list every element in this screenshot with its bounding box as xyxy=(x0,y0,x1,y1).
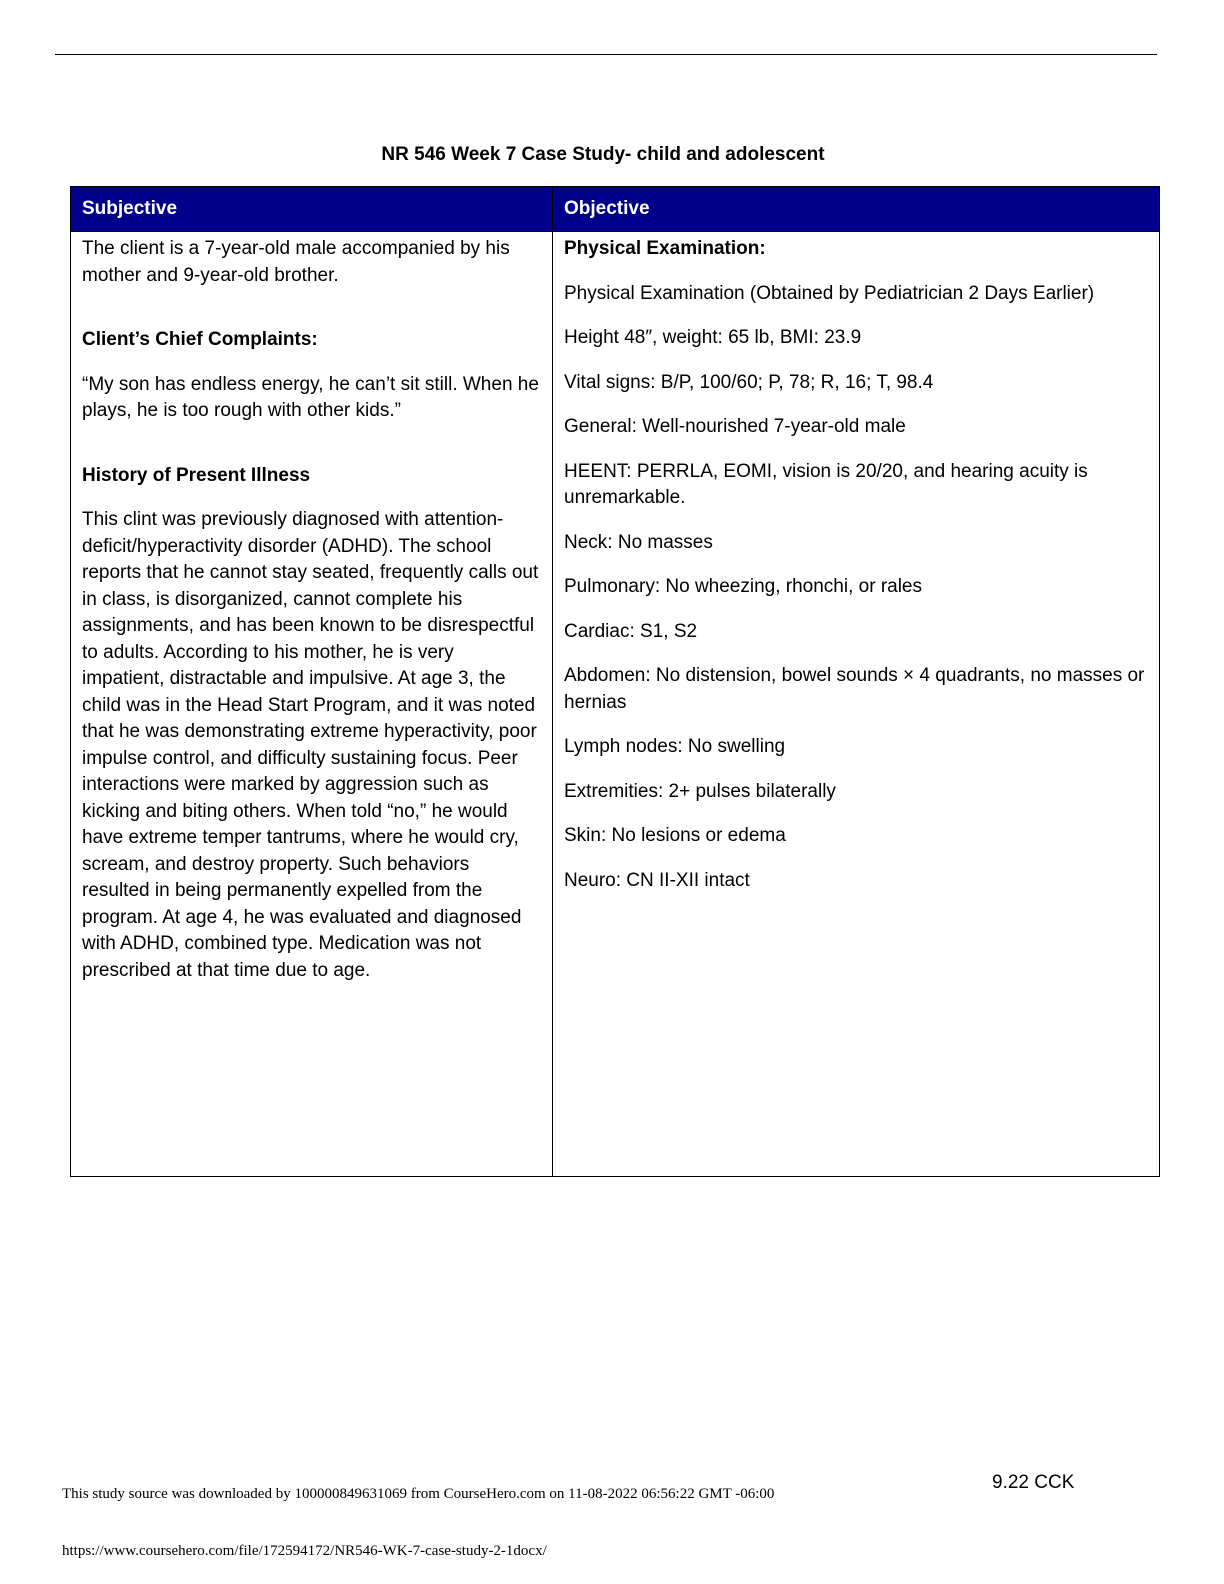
case-study-table xyxy=(70,186,1160,1177)
exam-line: Lymph nodes: No swelling xyxy=(564,736,786,757)
exam-line: HEENT: PERRLA, EOMI, vision is 20/20, and hearing acuity is unremarkable. xyxy=(564,460,1088,508)
exam-line: Physical Examination (Obtained by Pediatrician 2 Days Earlier) xyxy=(564,282,1095,304)
objective-header: Objective xyxy=(553,187,1160,232)
chief-complaints-text: “My son has endless energy, he can’t sit still. When he plays, he is too rough with other kids.” xyxy=(82,373,539,421)
exam-line: Extremities: 2+ pulses bilaterally xyxy=(564,780,836,802)
table-header-row xyxy=(71,187,1160,232)
document-code: 9.22 CCK xyxy=(992,1472,1075,1493)
subjective-header: Subjective xyxy=(71,187,553,232)
exam-line: Abdomen: No distension, bowel sounds × 4 quadrants, no masses or hernias xyxy=(564,665,1145,713)
document-title: NR 546 Week 7 Case Study- child and adolescent xyxy=(381,144,825,165)
top-divider xyxy=(55,54,1157,55)
exam-line: Cardiac: S1, S2 xyxy=(564,620,698,642)
exam-line: Height 48″, weight: 65 lb, BMI: 23.9 xyxy=(564,327,862,348)
download-source-note: This study source was downloaded by 100000849631069 from CourseHero.com on 11-08-2022 06:56:22 GMT -06:00 xyxy=(62,1486,775,1502)
objective-cell xyxy=(553,232,1160,1177)
exam-line: General: Well-nourished 7-year-old male xyxy=(564,416,906,437)
physical-exam-heading: Physical Examination: xyxy=(564,238,766,259)
exam-line: Neuro: CN II-XII intact xyxy=(564,869,750,891)
chief-complaints-heading: Client’s Chief Complaints: xyxy=(82,329,318,350)
subjective-cell xyxy=(71,232,553,1177)
exam-line: Vital signs: B/P, 100/60; P, 78; R, 16; T, 98.4 xyxy=(564,371,934,393)
hpi-text: This clint was previously diagnosed with attention-deficit/hyperactivity disorder (ADHD). The school reports that he cannot stay seated, frequently calls out in class, is disorganized, cannot complete his assignments, and has been known to be disrespectful to adults. According to his mother, he is very impatient, distractable and impulsive. At age 3, the child was in the Head Start Program, and it was noted that he was demonstrating extreme hyperactivity, poor impulse control, and difficulty sustaining focus. Peer interactions were marked by aggression such as kicking and biting others. When told “no,” he would have extreme temper tantrums, where he would cry, scream, and destroy property. Such behaviors resulted in being permanently expelled from the program. At age 4, he was evaluated and diagnosed with ADHD, combined type. Medication was not prescribed at that time due to age. xyxy=(82,509,539,981)
client-intro: The client is a 7-year-old male accompanied by his mother and 9-year-old brother. xyxy=(82,238,510,286)
hpi-heading: History of Present Illness xyxy=(82,464,311,486)
exam-line: Pulmonary: No wheezing, rhonchi, or rales xyxy=(564,576,923,597)
source-url[interactable]: https://www.coursehero.com/file/172594172/NR546-WK-7-case-study-2-1docx/ xyxy=(62,1543,547,1559)
exam-line: Skin: No lesions or edema xyxy=(564,825,786,846)
exam-line: Neck: No masses xyxy=(564,531,713,553)
table-body-row xyxy=(71,232,1160,1177)
